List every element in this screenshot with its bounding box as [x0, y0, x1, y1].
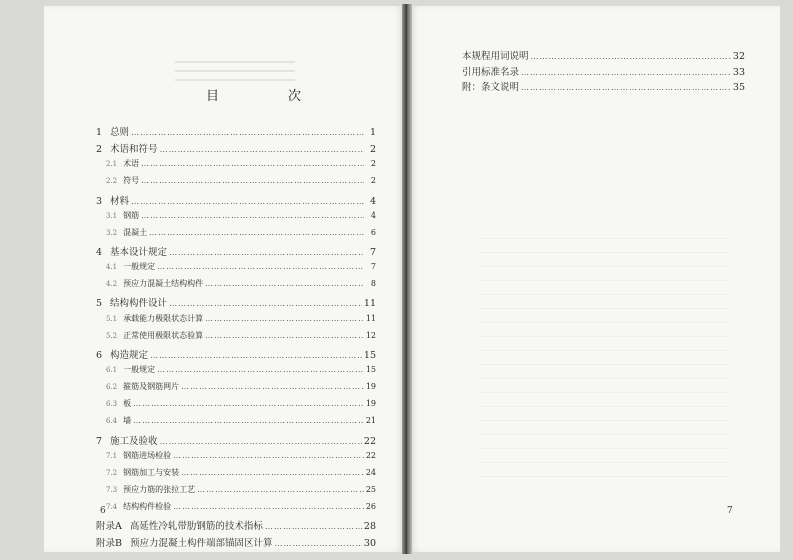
dot-leader: [181, 382, 364, 391]
toc-entry-text: 箍筋及钢筋网片: [123, 382, 180, 392]
toc-entry-number: 2.1: [106, 160, 118, 169]
toc-entry-text: 承载能力极限状态计算: [123, 313, 204, 323]
toc-entry-number: 4: [96, 246, 103, 258]
toc-entry[interactable]: [96, 467, 376, 484]
toc-entry-label: [96, 141, 158, 155]
toc-entry[interactable]: [96, 244, 376, 261]
toc-entry-label: [106, 158, 139, 169]
toc-entry-number: 6.2: [106, 383, 118, 392]
toc-entry-label: [106, 175, 139, 186]
toc-entry-number: 6.3: [106, 400, 118, 409]
toc-entry-page: 24: [365, 467, 376, 477]
toc-entry-text: 基本设计规定: [110, 246, 168, 258]
toc-entry-text: 施工及验收: [110, 435, 158, 447]
toc-entry-page: 1: [369, 127, 376, 138]
dot-leader: [265, 522, 362, 531]
book-gutter: [402, 4, 412, 554]
toc-entry[interactable]: [96, 141, 376, 158]
toc-entry-page: 2: [370, 159, 376, 169]
toc-list-right: [462, 48, 745, 95]
toc-entry-label: [106, 227, 147, 238]
toc-entry[interactable]: [462, 48, 745, 64]
toc-entry-label: [462, 79, 519, 93]
toc-entry-text: 正常使用极限状态验算: [123, 330, 204, 340]
toc-entry-text: 术语和符号: [110, 144, 158, 156]
dot-leader: [157, 262, 364, 271]
toc-list-left: [96, 124, 376, 553]
toc-entry-text: 墙: [123, 416, 132, 426]
toc-entry-page: 8: [370, 279, 376, 289]
toc-entry-text: 结构构件检验: [123, 502, 172, 512]
toc-entry-number: 3.1: [106, 211, 118, 220]
toc-entry-number: 7.2: [106, 468, 118, 477]
toc-entry-page: 19: [365, 382, 376, 392]
dot-leader: [205, 331, 364, 340]
toc-entry-label: [96, 193, 129, 207]
toc-entry-text: 板: [123, 399, 132, 409]
toc-entry[interactable]: [96, 518, 376, 535]
toc-entry-label: [106, 330, 203, 341]
dot-leader: [150, 351, 362, 360]
toc-entry[interactable]: [96, 175, 376, 192]
toc-entry[interactable]: [96, 433, 376, 450]
toc-entry-page: 25: [365, 484, 376, 494]
toc-entry[interactable]: [96, 295, 376, 312]
toc-entry-number: 7.3: [106, 485, 118, 494]
toc-entry-text: 结构构件设计: [110, 298, 168, 310]
toc-entry-text: 材料: [110, 195, 130, 207]
toc-entry[interactable]: [96, 398, 376, 415]
dot-leader: [131, 128, 364, 137]
toc-entry-page: 21: [365, 416, 376, 426]
toc-entry-number: 4.2: [106, 280, 118, 289]
dot-leader: [131, 197, 364, 206]
toc-entry-page: 19: [365, 399, 376, 409]
toc-entry-label: [106, 398, 131, 409]
toc-entry-number: 3.2: [106, 228, 118, 237]
toc-entry-page: 28: [363, 521, 376, 533]
dot-leader: [133, 416, 364, 425]
toc-entry-text: 术语: [123, 159, 140, 169]
toc-entry-page: 12: [365, 330, 376, 340]
toc-entry[interactable]: [96, 535, 376, 552]
dot-leader: [181, 468, 364, 477]
toc-entry-number: 5: [96, 298, 103, 310]
toc-entry-number: 5.2: [106, 331, 118, 340]
dot-leader: [205, 314, 364, 323]
toc-entry-text: 预应力筋的张拉工艺: [123, 484, 196, 494]
toc-entry-page: 11: [365, 313, 376, 323]
page-number-left: 6: [100, 506, 106, 516]
dot-leader: [205, 279, 364, 288]
toc-entry-page: 35: [732, 82, 745, 93]
dot-leader: [157, 365, 364, 374]
toc-entry[interactable]: [96, 415, 376, 432]
toc-entry[interactable]: [96, 278, 376, 295]
dot-leader: [173, 451, 364, 460]
show-through-text: [175, 58, 295, 82]
toc-entry-page: 22: [363, 435, 376, 447]
dot-leader: [141, 176, 364, 185]
toc-entry-text: 高延性冷轧带肋钢筋的技术指标: [129, 521, 263, 533]
toc-entry-page: 33: [732, 66, 745, 78]
toc-entry-label: [106, 415, 131, 426]
toc-entry[interactable]: [462, 79, 745, 95]
toc-entry-page: 30: [363, 538, 376, 550]
toc-entry-label: [96, 124, 129, 138]
toc-entry-number: 7: [96, 435, 103, 447]
toc-entry-text: 引用标准名录: [462, 66, 520, 78]
toc-entry-page: 22: [365, 450, 376, 460]
toc-entry-page: 6: [370, 227, 376, 237]
toc-entry[interactable]: [96, 364, 376, 381]
toc-entry[interactable]: [96, 330, 376, 347]
dot-leader: [521, 68, 731, 77]
toc-entry-label: [96, 433, 158, 447]
toc-entry-text: 预应力混凝土结构构件: [123, 279, 204, 289]
toc-entry[interactable]: [96, 381, 376, 398]
toc-entry-text: 总则: [110, 127, 130, 138]
toc-entry-label: [96, 347, 148, 361]
toc-entry-page: 15: [363, 349, 376, 361]
toc-entry-number: 附录A: [96, 521, 122, 533]
toc-entry-page: 11: [363, 298, 376, 310]
toc-entry-text: 预应力混凝土构件端部锚固区计算: [129, 538, 273, 550]
dot-leader: [160, 145, 364, 154]
toc-entry[interactable]: [96, 158, 376, 175]
toc-entry-text: 混凝土: [123, 227, 148, 237]
dot-leader: [149, 228, 364, 237]
toc-entry-text: 附：条文说明: [462, 82, 520, 93]
toc-entry-page: 26: [365, 502, 376, 512]
toc-entry-number: 3: [96, 195, 103, 207]
toc-entry-number: 5.1: [106, 314, 118, 323]
toc-entry-text: 构造规定: [110, 349, 149, 361]
toc-entry-label: [462, 64, 519, 78]
toc-entry[interactable]: [462, 64, 745, 80]
toc-entry-label: [106, 450, 171, 461]
toc-entry[interactable]: [96, 193, 376, 210]
dot-leader: [275, 539, 362, 548]
dot-leader: [169, 299, 362, 308]
page-number-right: 7: [727, 506, 733, 516]
toc-entry-text: 一般规定: [123, 364, 156, 374]
dot-leader: [169, 248, 364, 257]
toc-entry-text: 钢筋: [123, 210, 140, 220]
dot-leader: [521, 83, 731, 92]
toc-entry-label: [106, 313, 203, 324]
toc-entry-label: [106, 364, 155, 375]
toc-entry-label: [106, 484, 195, 495]
toc-entry-label: [106, 467, 179, 478]
toc-entry[interactable]: [96, 261, 376, 278]
toc-entry-text: 钢筋加工与安装: [123, 467, 180, 477]
toc-entry-label: [106, 278, 203, 289]
toc-entry-page: 2: [370, 176, 376, 186]
toc-entry-number: 6.4: [106, 417, 118, 426]
toc-entry[interactable]: [96, 484, 376, 501]
toc-entry-number: 1: [96, 127, 103, 138]
toc-entry-page: 4: [370, 210, 376, 220]
toc-entry-number: 4.1: [106, 263, 118, 272]
toc-entry-label: [106, 501, 171, 512]
toc-entry-text: 一般规定: [123, 262, 156, 272]
dot-leader: [160, 437, 362, 446]
dot-leader: [531, 52, 731, 61]
toc-entry-label: [106, 261, 155, 272]
page-title: 目 次: [206, 89, 330, 104]
show-through-text-right: [480, 230, 730, 490]
toc-entry-page: 7: [370, 262, 376, 272]
toc-entry[interactable]: [96, 450, 376, 467]
toc-entry-text: 本规程用词说明: [462, 51, 529, 62]
dot-leader: [141, 211, 364, 220]
toc-entry-page: 15: [365, 364, 376, 374]
toc-entry-page: 32: [732, 51, 745, 62]
toc-entry-number: 2.2: [106, 177, 118, 186]
toc-entry[interactable]: [96, 347, 376, 364]
toc-entry-label: [96, 244, 167, 258]
toc-entry-number: 2: [96, 144, 103, 156]
toc-entry[interactable]: [96, 313, 376, 330]
dot-leader: [133, 399, 364, 408]
toc-entry-number: 附录B: [96, 538, 122, 550]
toc-entry-number: 7.4: [106, 503, 118, 512]
dot-leader: [141, 159, 364, 168]
toc-entry-label: [96, 295, 167, 309]
toc-entry-label: [96, 535, 273, 549]
toc-entry-page: 7: [369, 246, 376, 258]
toc-entry-number: 7.1: [106, 451, 118, 460]
toc-entry-number: 6: [96, 349, 103, 361]
toc-entry-page: 2: [369, 144, 376, 156]
toc-entry[interactable]: [96, 210, 376, 227]
toc-entry[interactable]: [96, 501, 376, 518]
toc-entry-page: 4: [369, 195, 376, 207]
dot-leader: [197, 485, 364, 494]
toc-entry-text: 钢筋进场检验: [123, 450, 172, 460]
toc-entry-label: [96, 518, 263, 532]
toc-entry-label: [462, 48, 529, 62]
toc-entry-label: [106, 381, 179, 392]
toc-entry-text: 符号: [123, 176, 140, 186]
toc-entry-number: 6.1: [106, 365, 118, 374]
toc-entry[interactable]: [96, 227, 376, 244]
toc-entry[interactable]: [96, 124, 376, 141]
toc-entry-label: [106, 210, 139, 221]
dot-leader: [173, 502, 364, 511]
